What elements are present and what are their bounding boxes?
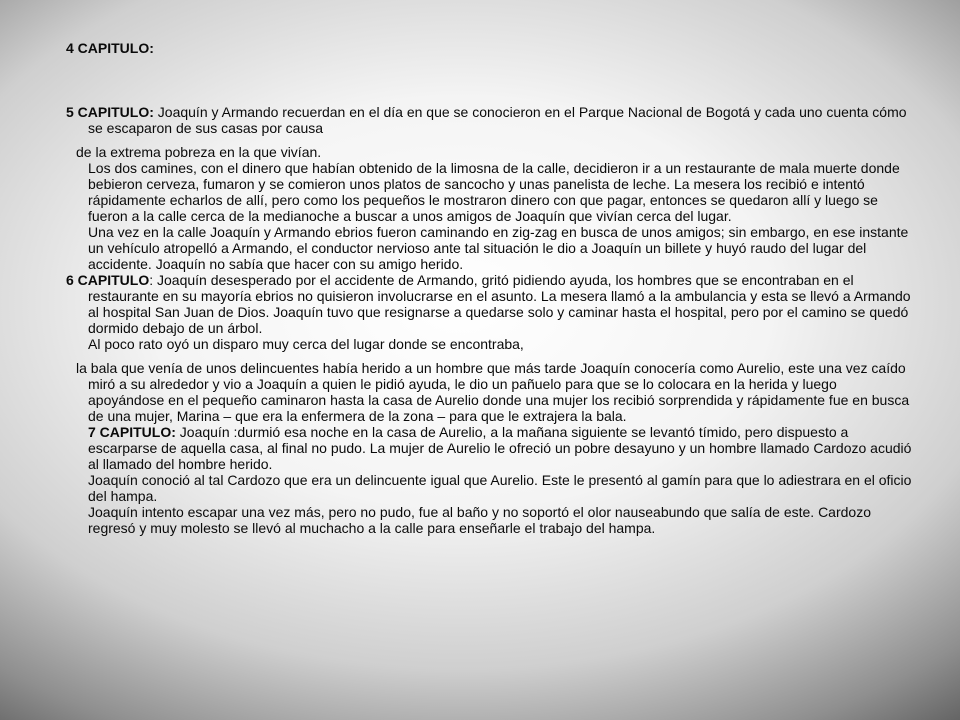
chapter-7-label: 7 CAPITULO: [88,424,176,440]
chapter-6-intro-text: : Joaquín desesperado por el accidente de Armando, gritó pidiendo ayuda, los hombres que se encontraban en el restaurante en su mayoría ebrios no quisieron involucrarse en el asunto. La mesera llamó a la ambulancia y esta se llevó a Armando al hospital San Juan de Dios. Joaquín tuvo que resignarse a quedarse solo y caminar hasta el hospital, pero por el camino se quedó dormido debajo de un árbol. [88,272,911,336]
chapter-7-paragraph-3: Joaquín intento escapar una vez más, pero no pudo, fue al baño y no soportó el olor nauseabundo que salía de este. Cardozo regresó y muy molesto se llevó al muchacho a la calle para enseñarle el trabajo del hampa. [88,504,871,536]
chapter-5-intro-text: Joaquín y Armando recuerdan en el día en que se conocieron en el Parque Nacional de Bogotá y cada uno cuenta cómo se escaparon de sus casas por causa [88,104,907,136]
chapter-5-label: 5 CAPITULO: [66,104,154,120]
chapter-5-intro [66,104,916,136]
chapter-7-intro [66,424,916,472]
chapter-7-intro-text: Joaquín :durmió esa noche en la casa de Aurelio, a la mañana siguiente se levantó tímido, pero dispuesto a escarparse de aquella casa, al final no pudo. La mujer de Aurelio le ofreció un pobre desayuno y un hombre llamado Cardozo acudió al llamado del hombre herido. [88,424,912,472]
chapter-6-intro [66,272,916,336]
chapter-5-paragraph-3: Una vez en la calle Joaquín y Armando ebrios fueron caminando en zig-zag en busca de unos amigos; sin embargo, en ese instante un vehículo atropelló a Armando, el conductor nervioso ante tal situación le dio a Joaquín un billete y huyó raudo del lugar del accidente. Joaquín no sabía que hacer con su amigo herido. [88,224,909,272]
chapter-5-paragraph-2: Los dos camines, con el dinero que habían obtenido de la limosna de la calle, decidieron ir a un restaurante de mala muerte donde bebieron cerveza, fumaron y se comieron unos platos de sancocho y unas panelista de leche. La mesera los recibió e intentó rápidamente echarlos de allí, pero como los pequeños le mostraron dinero con que pagar, entonces se quedaron allí y luego se fueron a la calle cerca de la medianoche a buscar a unos amigos de Joaquín que vivían cerca del lugar. [88,160,900,224]
chapter-4-heading [66,40,916,56]
chapter-6-label: 6 CAPITULO [66,272,150,288]
chapter-4-label: 4 CAPITULO: [66,40,154,56]
chapter-6-continuation: la bala que venía de unos delincuentes había herido a un hombre que más tarde Joaquín conocería como Aurelio, este una vez caído miró a su alrededor y vio a Joaquín a quien le pidió ayuda, le dio un pañuelo para que se lo colocara en la herida y luego apoyándose en el pequeño caminaron hasta la casa de Aurelio donde una mujer los recibió sorprendida y rápidamente fue en busca de una mujer, Marina – que era la enfermera de la zona – para que le extrajera la bala. [76,360,910,424]
chapter-6-paragraph-2: Al poco rato oyó un disparo muy cerca del lugar donde se encontraba, [88,336,524,352]
chapter-5-continuation: de la extrema pobreza en la que vivían. [76,144,322,160]
slide-text-body [66,40,916,536]
chapter-7-paragraph-2: Joaquín conoció al tal Cardozo que era un delincuente igual que Aurelio. Este le presentó al gamín para que lo adiestrara en el oficio del hampa. [88,472,912,504]
